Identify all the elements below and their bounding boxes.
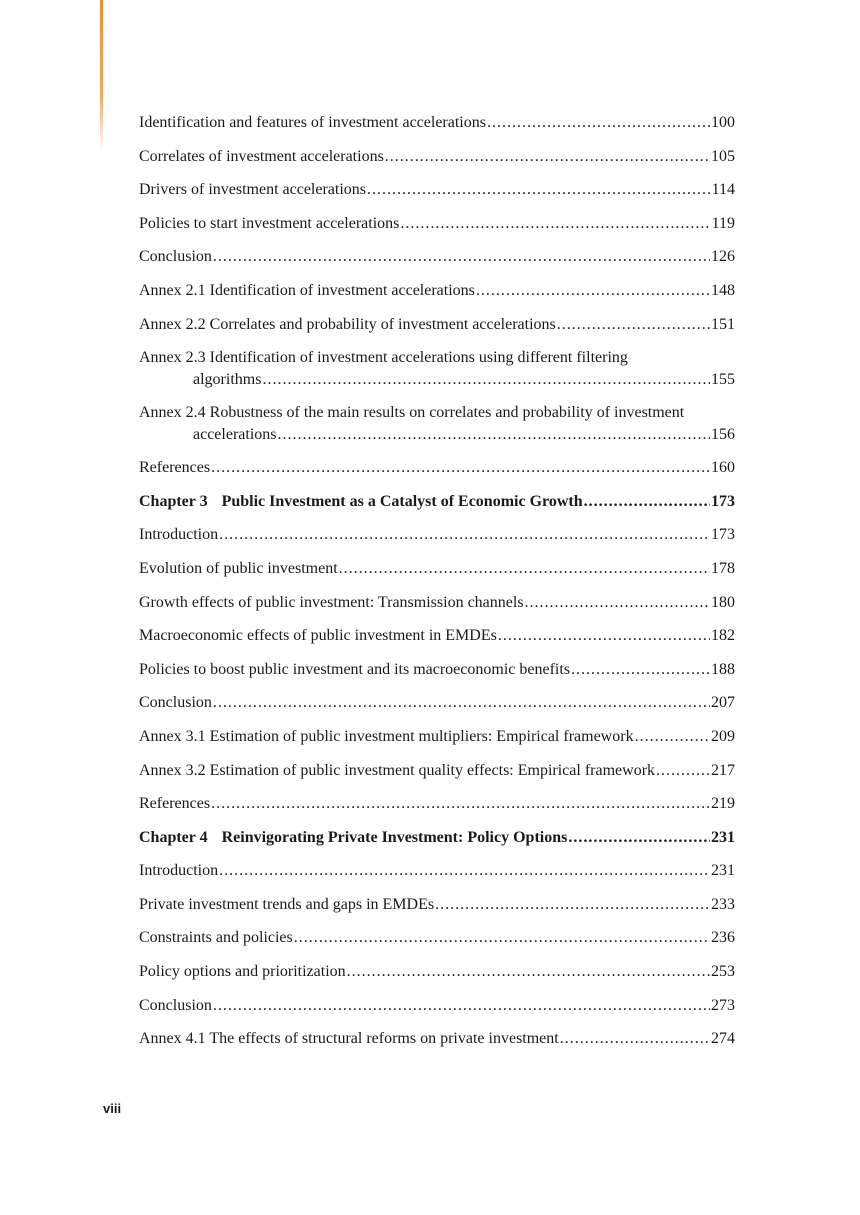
dot-leader xyxy=(568,827,710,849)
dot-leader xyxy=(213,692,710,714)
toc-entry-title: Correlates of investment accelerations xyxy=(139,147,384,165)
toc-entry-title: Annex 2.1 Identification of investment accelerations xyxy=(139,281,475,299)
table-of-contents xyxy=(139,112,735,1062)
toc-entry-title: Private investment trends and gaps in EMDEs xyxy=(139,895,435,913)
toc-entry-page: 160 xyxy=(711,459,735,477)
toc-entry[interactable] xyxy=(139,402,735,446)
toc-entry[interactable] xyxy=(139,760,735,782)
dot-leader xyxy=(219,860,710,882)
toc-chapter-4[interactable] xyxy=(139,827,735,849)
dot-leader xyxy=(635,726,710,748)
toc-entry-title: Policies to boost public investment and its macroeconomic benefits xyxy=(139,660,571,678)
toc-entry[interactable] xyxy=(139,592,735,614)
toc-entry-title: Annex 4.1 The effects of structural reforms on private investment xyxy=(139,1030,559,1048)
toc-entry[interactable] xyxy=(139,146,735,168)
toc-entry-page: 114 xyxy=(711,181,735,199)
toc-entry-title-continued: accelerations xyxy=(193,426,277,444)
dot-leader xyxy=(400,213,710,235)
toc-entry[interactable] xyxy=(139,961,735,983)
toc-entry-page: 231 xyxy=(711,828,735,846)
toc-entry-page: 173 xyxy=(711,526,735,544)
dot-leader xyxy=(278,424,711,446)
toc-entry-page: 148 xyxy=(711,281,735,299)
dot-leader xyxy=(294,927,710,949)
toc-entry-title: Annex 3.2 Estimation of public investment quality effects: Empirical framework xyxy=(139,761,656,779)
accent-bar xyxy=(100,0,103,150)
dot-leader xyxy=(557,314,710,336)
toc-entry-title: References xyxy=(139,795,211,813)
dot-leader xyxy=(498,625,710,647)
toc-entry[interactable] xyxy=(139,179,735,201)
dot-leader xyxy=(385,146,710,168)
dot-leader xyxy=(347,961,710,983)
toc-chapter-3[interactable] xyxy=(139,491,735,513)
dot-leader xyxy=(367,179,711,201)
toc-entry-title: Conclusion xyxy=(139,996,212,1014)
toc-entry-page: 119 xyxy=(711,214,735,232)
dot-leader xyxy=(571,659,710,681)
toc-entry[interactable] xyxy=(139,213,735,235)
toc-entry-title: Annex 2.4 Robustness of the main results on correlates and probability of investment xyxy=(139,404,685,422)
toc-entry-title: Conclusion xyxy=(139,248,212,266)
dot-leader xyxy=(213,995,710,1017)
toc-entry[interactable] xyxy=(139,246,735,268)
toc-entry-page: 155 xyxy=(711,371,735,389)
toc-entry-page: 233 xyxy=(711,895,735,913)
toc-entry[interactable] xyxy=(139,860,735,882)
toc-entry-page: 274 xyxy=(711,1030,735,1048)
toc-entry-title: Policy options and prioritization xyxy=(139,963,346,981)
toc-entry[interactable] xyxy=(139,280,735,302)
toc-entry-title: Macroeconomic effects of public investment in EMDEs xyxy=(139,627,497,645)
dot-leader xyxy=(262,369,710,391)
toc-entry-page: 217 xyxy=(711,761,735,779)
dot-leader xyxy=(213,246,710,268)
dot-leader xyxy=(211,793,710,815)
toc-entry-page: 178 xyxy=(711,559,735,577)
toc-entry-page: 209 xyxy=(711,727,735,745)
toc-entry-page: 188 xyxy=(711,660,735,678)
toc-entry-title: Annex 2.2 Correlates and probability of investment accelerations xyxy=(139,315,556,333)
toc-entry[interactable] xyxy=(139,347,735,391)
toc-entry-page: 253 xyxy=(711,963,735,981)
toc-entry[interactable] xyxy=(139,625,735,647)
toc-entry-title: Constraints and policies xyxy=(139,929,293,947)
chapter-number: Chapter 3 xyxy=(139,492,208,510)
toc-entry-title: Identification and features of investment accelerations xyxy=(139,114,486,131)
toc-entry[interactable] xyxy=(139,112,735,134)
toc-entry-page: 182 xyxy=(711,627,735,645)
toc-entry-title: Introduction xyxy=(139,862,219,880)
toc-entry-title: Growth effects of public investment: Transmission channels xyxy=(139,593,524,611)
dot-leader xyxy=(656,760,710,782)
chapter-title: Public Investment as a Catalyst of Economic Growth xyxy=(221,492,583,510)
toc-entry[interactable] xyxy=(139,457,735,479)
toc-entry[interactable] xyxy=(139,524,735,546)
toc-entry-page: 207 xyxy=(711,694,735,712)
toc-entry-title: Evolution of public investment xyxy=(139,559,338,577)
toc-entry-title: Annex 3.1 Estimation of public investment multipliers: Empirical framework xyxy=(139,727,634,745)
page-number: viii xyxy=(103,1101,122,1116)
dot-leader xyxy=(560,1028,710,1050)
chapter-title: Reinvigorating Private Investment: Policy Options xyxy=(221,828,568,846)
toc-entry-page: 219 xyxy=(711,795,735,813)
dot-leader xyxy=(211,457,710,479)
toc-entry-page: 156 xyxy=(711,426,735,444)
toc-entry[interactable] xyxy=(139,726,735,748)
toc-entry[interactable] xyxy=(139,314,735,336)
toc-entry-page: 126 xyxy=(711,248,735,266)
toc-entry-page: 180 xyxy=(711,593,735,611)
toc-entry-title: Annex 2.3 Identification of investment accelerations using different filtering xyxy=(139,349,628,367)
toc-entry[interactable] xyxy=(139,692,735,714)
toc-entry[interactable] xyxy=(139,1028,735,1050)
dot-leader xyxy=(476,280,710,302)
dot-leader xyxy=(584,491,710,513)
toc-entry-page: 173 xyxy=(711,492,735,510)
toc-entry[interactable] xyxy=(139,995,735,1017)
toc-entry-title: References xyxy=(139,459,211,477)
chapter-number: Chapter 4 xyxy=(139,828,208,846)
toc-entry-page: 273 xyxy=(711,996,735,1014)
toc-entry[interactable] xyxy=(139,927,735,949)
toc-entry[interactable] xyxy=(139,558,735,580)
toc-entry-page: 231 xyxy=(711,862,735,880)
toc-entry-title: Drivers of investment accelerations xyxy=(139,181,367,199)
toc-entry-page: 236 xyxy=(711,929,735,947)
toc-entry-page: 105 xyxy=(711,147,735,165)
toc-entry-title: Policies to start investment accelerations xyxy=(139,214,400,232)
dot-leader xyxy=(525,592,710,614)
toc-entry-title: Conclusion xyxy=(139,694,212,712)
toc-entry[interactable] xyxy=(139,659,735,681)
toc-entry[interactable] xyxy=(139,793,735,815)
toc-entry-page: 100 xyxy=(711,114,735,131)
dot-leader xyxy=(435,894,710,916)
toc-entry-title: Introduction xyxy=(139,526,219,544)
dot-leader xyxy=(219,524,710,546)
toc-entry-page: 151 xyxy=(711,315,735,333)
toc-entry[interactable] xyxy=(139,894,735,916)
toc-entry-title-continued: algorithms xyxy=(193,371,262,389)
dot-leader xyxy=(487,112,710,134)
dot-leader xyxy=(339,558,710,580)
